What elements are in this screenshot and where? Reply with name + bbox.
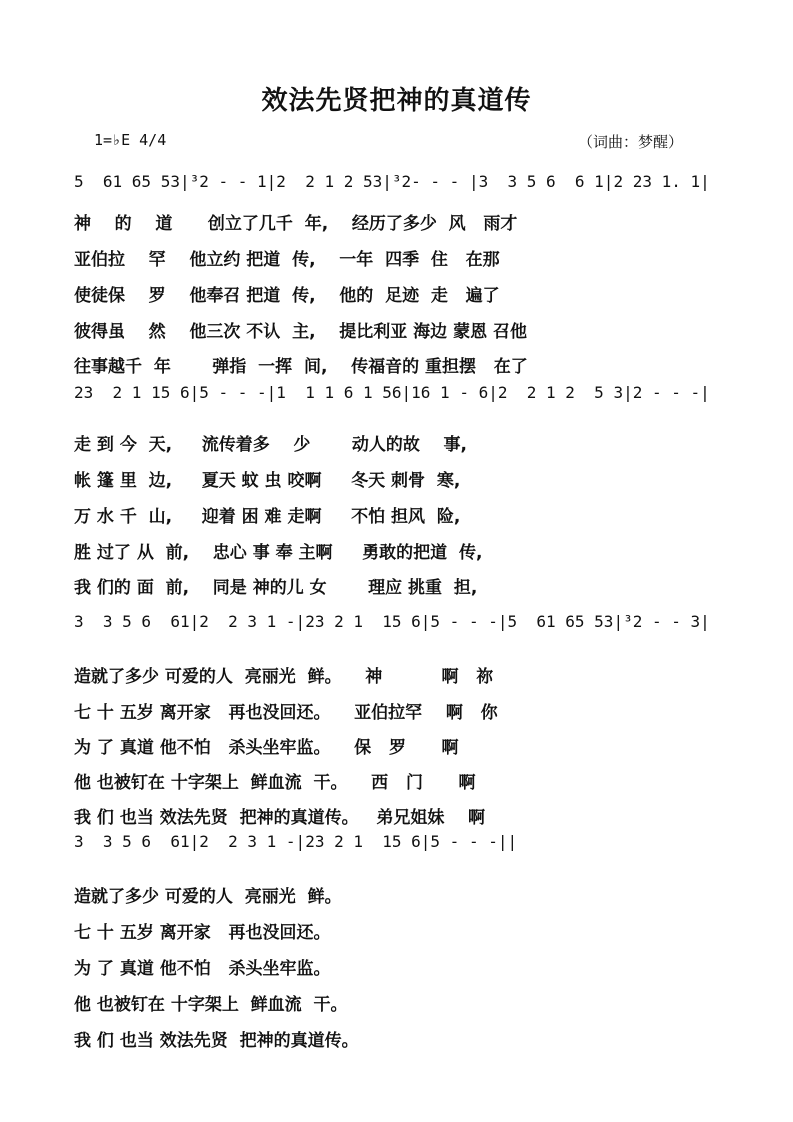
- lyric-line: 我 们的 面 前, 同是 神的儿 女 理应 挑重 担,: [74, 578, 478, 598]
- lyric-line: 七 十 五岁 离开家 再也没回还。: [74, 923, 331, 943]
- lyric-line: 七 十 五岁 离开家 再也没回还。 亚伯拉罕 啊 你: [74, 703, 498, 723]
- lyric-line: 我 们 也当 效法先贤 把神的真道传。 弟兄姐妹 啊: [74, 808, 486, 828]
- lyric-line: 走 到 今 天, 流传着多 少 动人的故 事,: [74, 435, 467, 455]
- lyric-line: 为 了 真道 他不怕 杀头坐牢监。 保 罗 啊: [74, 738, 459, 758]
- lyric-line: 他 也被钉在 十字架上 鲜血流 干。: [74, 995, 348, 1015]
- lyric-line: 为 了 真道 他不怕 杀头坐牢监。: [74, 959, 331, 979]
- lyric-line: 彼得虽 然 他三次 不认 主, 提比利亚 海边 蒙恩 召他: [74, 322, 527, 342]
- notation-line-4: 3 3 5 6 61|2 2 3 1 -|23 2 1 15 6|5 - - -||: [74, 832, 518, 851]
- lyric-line: 往事越千 年 弹指 一挥 间, 传福音的 重担摆 在了: [74, 357, 528, 377]
- notation-line-2: 23 2 1 15 6|5 - - -|1 1 1 6 1 56|16 1 - 6|2 2 1 2 5 3|2 - - -|: [74, 383, 710, 402]
- notation-line-1: 5 61 65 53|³2 - - 1|2 2 1 2 53|³2- - - |3 3 5 6 6 1|2 23 1. 1|: [74, 172, 710, 191]
- song-credit: （词曲：梦醒）: [578, 133, 684, 151]
- lyric-line: 帐 篷 里 边, 夏天 蚊 虫 咬啊 冬天 刺骨 寒,: [74, 471, 461, 491]
- lyric-line: 使徒保 罗 他奉召 把道 传, 他的 足迹 走 遍了: [74, 286, 500, 306]
- lyric-line: 神 的 道 创立了几千 年, 经历了多少 风 雨才: [74, 214, 518, 234]
- lyric-line: 造就了多少 可爱的人 亮丽光 鲜。: [74, 887, 342, 907]
- lyric-line: 造就了多少 可爱的人 亮丽光 鲜。 神 啊 祢: [74, 667, 494, 687]
- lyric-line: 他 也被钉在 十字架上 鲜血流 干。 西 门 啊: [74, 773, 476, 793]
- song-title: 效法先贤把神的真道传: [261, 86, 532, 116]
- key-signature: 1=♭E 4/4: [94, 131, 167, 149]
- notation-line-3: 3 3 5 6 61|2 2 3 1 -|23 2 1 15 6|5 - - -|5 61 65 53|³2 - - 3|: [74, 612, 710, 631]
- lyric-line: 万 水 千 山, 迎着 困 难 走啊 不怕 担风 险,: [74, 507, 461, 527]
- lyric-line: 我 们 也当 效法先贤 把神的真道传。: [74, 1031, 359, 1051]
- lyric-line: 亚伯拉 罕 他立约 把道 传, 一年 四季 住 在那: [74, 250, 500, 270]
- lyric-line: 胜 过了 从 前, 忠心 事 奉 主啊 勇敢的把道 传,: [74, 543, 483, 563]
